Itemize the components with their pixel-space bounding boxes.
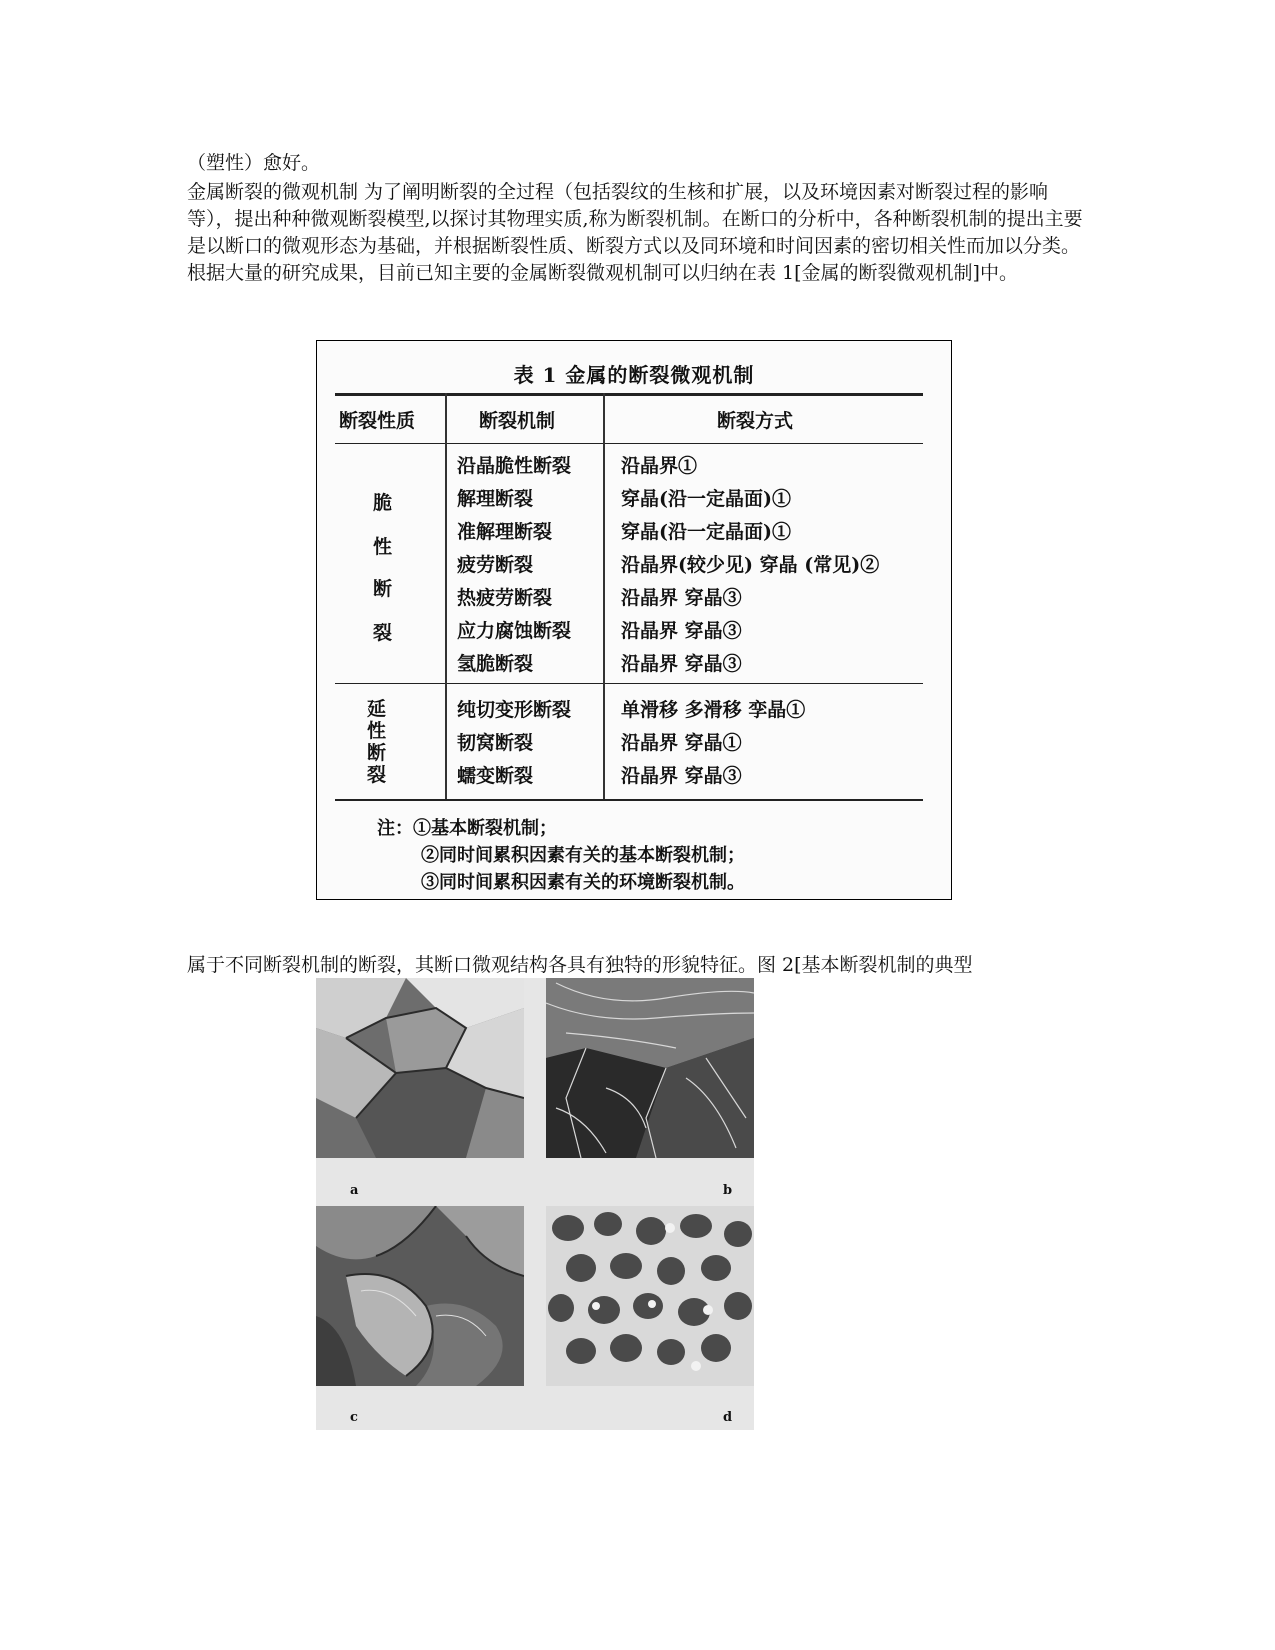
panel-label-b: b bbox=[723, 1183, 733, 1198]
panel-label-a: a bbox=[350, 1183, 359, 1198]
table-note: ②同时间累积因素有关的基本断裂机制； bbox=[421, 845, 745, 866]
table-cell-mode: 穿晶(沿一定晶面)① bbox=[621, 488, 791, 510]
table-cell-mode: 沿晶界 穿晶③ bbox=[621, 587, 742, 609]
micrograph-d-dimple bbox=[546, 1206, 754, 1386]
table-cell-mechanism: 蠕变断裂 bbox=[457, 765, 534, 787]
table-title: 表 1 金属的断裂微观机制 bbox=[513, 363, 755, 387]
table-col-divider-2 bbox=[603, 393, 605, 799]
paragraph-fracture-mechanism: 金属断裂的微观机制 为了阐明断裂的全过程（包括裂纹的生核和扩展，以及环境因素对断裂过程的影响等），提出种种微观断裂模型,以探讨其物理实质,称为断裂机制。在断口的分析中，各种断裂机制的提出主要是以断口的微观形态为基础，并根据断裂性质、断裂方式以及同环境和时间因素的密切相关性而加以分类。根据大量的研究成果，目前已知主要的金属断裂微观机制可以归纳在表 1[金属的断裂微观机制]中。 bbox=[187, 181, 1083, 284]
table-section-rule bbox=[335, 683, 923, 684]
brittle-category-char: 性 bbox=[373, 536, 393, 558]
table-cell-mechanism: 应力腐蚀断裂 bbox=[457, 620, 572, 642]
table-cell-mode: 单滑移 多滑移 孪晶① bbox=[621, 699, 806, 721]
micrograph-c-quasi-cleavage bbox=[316, 1206, 524, 1386]
micrograph-b-cleavage bbox=[546, 978, 754, 1158]
header-fracture-mechanism: 断裂机制 bbox=[479, 410, 556, 432]
table-1-figure bbox=[316, 340, 952, 900]
ductile-category-char: 裂 bbox=[367, 764, 387, 786]
table-cell-mode: 沿晶界 穿晶③ bbox=[621, 765, 742, 787]
table-cell-mechanism: 氢脆断裂 bbox=[457, 653, 534, 675]
table-bottom-rule bbox=[335, 799, 923, 801]
table-cell-mode: 沿晶界 穿晶③ bbox=[621, 653, 742, 675]
table-cell-mode: 沿晶界 穿晶③ bbox=[621, 620, 742, 642]
brittle-category-char: 裂 bbox=[373, 622, 393, 644]
brittle-category-char: 断 bbox=[373, 578, 393, 600]
table-cell-mechanism: 纯切变形断裂 bbox=[457, 699, 572, 721]
ductile-category-char: 断 bbox=[367, 742, 387, 764]
table-note: ③同时间累积因素有关的环境断裂机制。 bbox=[421, 872, 745, 893]
table-top-rule bbox=[335, 393, 923, 396]
table-cell-mechanism: 准解理断裂 bbox=[457, 521, 553, 543]
table-cell-mode: 穿晶(沿一定晶面)① bbox=[621, 521, 791, 543]
brittle-category-char: 脆 bbox=[373, 492, 393, 514]
figure-2-micrographs bbox=[316, 978, 754, 1430]
table-note: 注：①基本断裂机制； bbox=[377, 818, 557, 839]
panel-label-c: c bbox=[350, 1410, 358, 1425]
table-cell-mechanism: 韧窝断裂 bbox=[457, 732, 534, 754]
table-cell-mechanism: 疲劳断裂 bbox=[457, 554, 534, 576]
paragraph-figure-intro: 属于不同断裂机制的断裂，其断口微观结构各具有独特的形貌特征。图 2[基本断裂机制的典型 bbox=[187, 954, 973, 976]
table-cell-mechanism: 解理断裂 bbox=[457, 488, 534, 510]
table-cell-mechanism: 沿晶脆性断裂 bbox=[457, 455, 572, 477]
table-cell-mode: 沿晶界① bbox=[621, 455, 698, 477]
table-header-rule bbox=[335, 443, 923, 444]
table-cell-mechanism: 热疲劳断裂 bbox=[457, 587, 553, 609]
paragraph-intro-fragment: （塑性）愈好。 bbox=[187, 152, 321, 174]
header-fracture-nature: 断裂性质 bbox=[339, 410, 416, 432]
panel-label-d: d bbox=[723, 1410, 733, 1425]
table-col-divider-1 bbox=[445, 393, 447, 799]
ductile-category-char: 性 bbox=[367, 720, 387, 742]
micrograph-a-intergranular bbox=[316, 978, 524, 1158]
ductile-category-char: 延 bbox=[367, 698, 387, 720]
table-cell-mode: 沿晶界 穿晶① bbox=[621, 732, 742, 754]
header-fracture-mode: 断裂方式 bbox=[717, 410, 794, 432]
table-cell-mode: 沿晶界(较少见) 穿晶 (常见)② bbox=[621, 554, 880, 576]
